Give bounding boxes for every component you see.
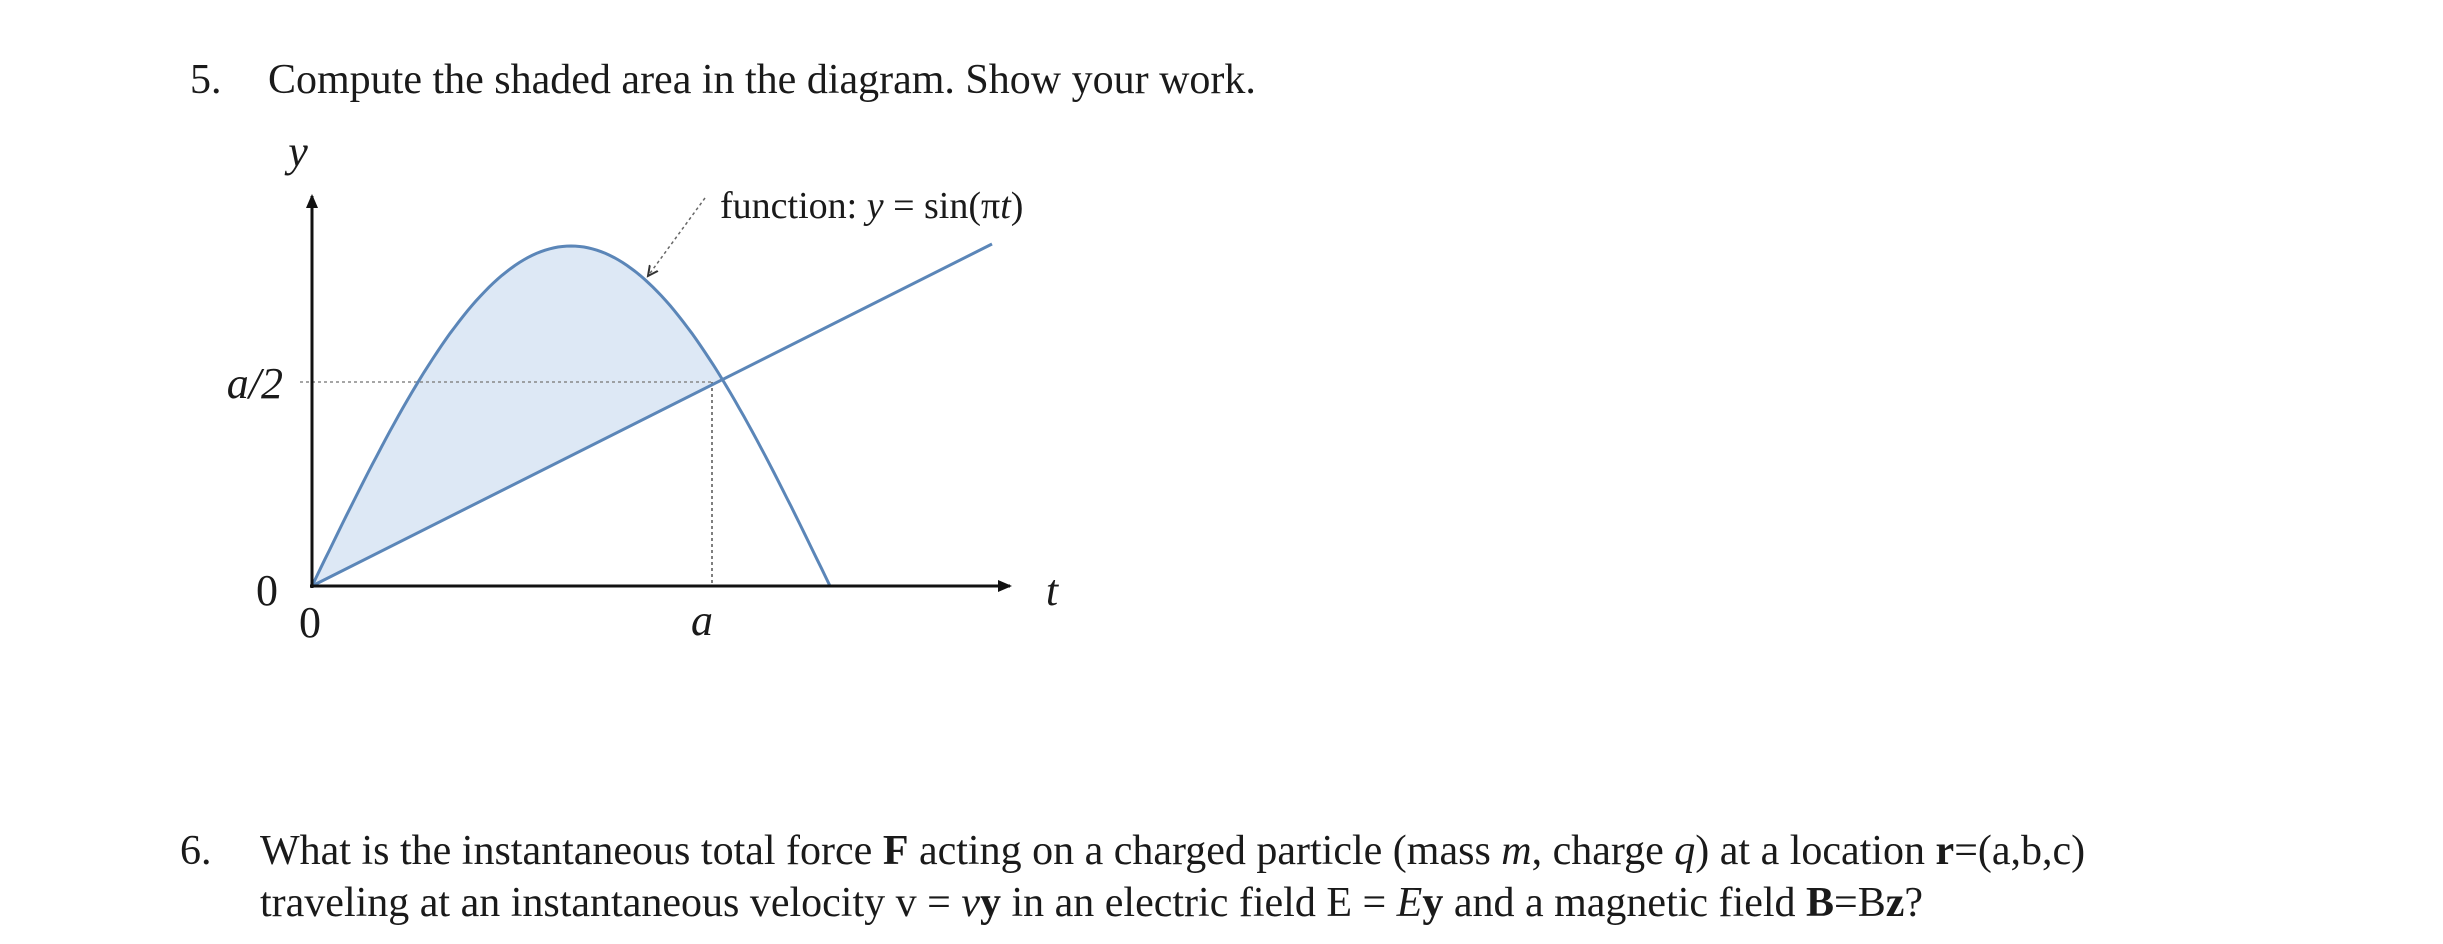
question-6	[180, 825, 2085, 929]
function-label: function: y = sin(πt)	[720, 185, 1024, 227]
question-5-text: Compute the shaded area in the diagram. Show your work.	[268, 57, 1256, 103]
x-tick-a: a	[691, 596, 713, 645]
y-axis-label: y	[288, 127, 308, 176]
function-callout-arrow	[648, 198, 705, 276]
x-tick-zero: 0	[299, 598, 321, 647]
question-6-line-1: 6. What is the instantaneous total force F acting on a charged particle (mass m, charge q) at a location r=(a,b,c)	[180, 825, 2085, 877]
x-axis-label: t	[1045, 566, 1059, 615]
question-5-number: 5.	[190, 57, 222, 103]
question-6-number: 6.	[180, 828, 212, 874]
question-6-line-2: traveling at an instantaneous velocity v = vy in an electric field E = Ey and a magnetic field B=Bz?	[260, 880, 1924, 926]
y-tick-zero: 0	[256, 566, 278, 615]
y-tick-half-a: a/2	[226, 359, 283, 408]
